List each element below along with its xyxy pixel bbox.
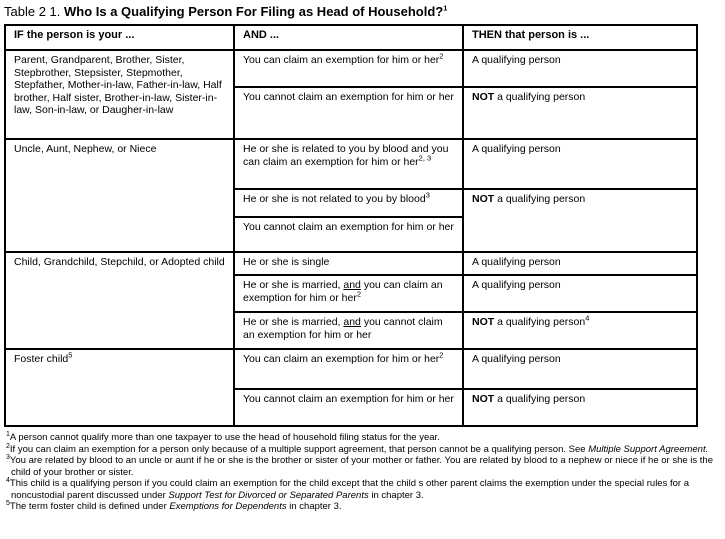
and-cell: He or she is married, and you cannot claim an exemption for him or her bbox=[234, 312, 463, 349]
footnote-1 bbox=[2, 432, 721, 444]
and-cell: You cannot claim an exemption for him or her bbox=[234, 389, 463, 426]
footnote-text: You are related by blood to an uncle or aunt if he or she is the brother or sister of your mother or father. You are related by blood to a nephew or niece if he or she is the child of your brother or sister. bbox=[9, 455, 713, 478]
and-cell: He or she is related to you by blood and you can claim an exemption for him or her$^{2, 3}$ bbox=[234, 139, 463, 189]
footnote-marker: 3 bbox=[6, 453, 10, 461]
footnote-3 bbox=[2, 455, 721, 478]
table-row bbox=[5, 252, 697, 275]
then-cell: NOT a qualifying person bbox=[463, 87, 697, 139]
and-cell: He or she is not related to you by blood$^3$ bbox=[234, 189, 463, 217]
footnote-2 bbox=[2, 444, 721, 456]
then-cell: A qualifying person bbox=[463, 252, 697, 275]
and-cell: You cannot claim an exemption for him or her bbox=[234, 87, 463, 139]
footnote-text: A person cannot qualify more than one taxpayer to use the head of household filing status for the year. bbox=[9, 432, 440, 443]
column-header-if: IF the person is your ... bbox=[5, 25, 234, 50]
column-header-and: AND ... bbox=[234, 25, 463, 50]
and-cell: You can claim an exemption for him or her$^2$ bbox=[234, 349, 463, 389]
qualifying-person-table bbox=[4, 24, 698, 427]
if-cell: Parent, Grandparent, Brother, Sister, Stepbrother, Stepsister, Stepmother, Stepfather, Mother-in-law, Father-in-law, Half brother, Half sister, Brother-in-law, Sister-in-law, Son-in-law, or Daugher-in-law bbox=[5, 50, 234, 139]
then-cell: A qualifying person bbox=[463, 139, 697, 189]
footnote-marker: 1 bbox=[6, 430, 10, 438]
table-row bbox=[5, 139, 697, 189]
footnote-marker: 4 bbox=[6, 476, 10, 484]
page-title: Table 2 1. Who Is a Qualifying Person For Filing as Head of Household?$^1$ bbox=[4, 3, 448, 19]
and-cell: He or she is married, and you can claim an exemption for him or her$^2$ bbox=[234, 275, 463, 312]
footnote-text: If you can claim an exemption for a person only because of a multiple support agreement, that person cannot be a qualifying person. See Multiple Support Agreement. bbox=[9, 443, 709, 455]
footnote-text: The term foster child is defined under Exemptions for Dependents in chapter 3. bbox=[9, 501, 342, 512]
column-header-then: THEN that person is ... bbox=[463, 25, 697, 50]
footnote-marker: 5 bbox=[6, 499, 10, 507]
table-row bbox=[5, 50, 697, 87]
then-cell: A qualifying person bbox=[463, 349, 697, 389]
then-cell: A qualifying person bbox=[463, 50, 697, 87]
footnotes bbox=[2, 432, 721, 513]
then-cell: NOT a qualifying person bbox=[463, 189, 697, 252]
if-cell: Uncle, Aunt, Nephew, or Niece bbox=[5, 139, 234, 252]
if-cell: Foster child$^5$ bbox=[5, 349, 234, 426]
header-row bbox=[5, 25, 697, 50]
and-cell: You cannot claim an exemption for him or her bbox=[234, 217, 463, 252]
and-cell: You can claim an exemption for him or her$^2$ bbox=[234, 50, 463, 87]
footnote-text: This child is a qualifying person if you could claim an exemption for the child except that the child s other parent claims the exemption under the special rules for a noncustodial parent discussed under Support Test for Divorced or Separated Parents in chapter 3. bbox=[9, 478, 689, 501]
then-cell: NOT a qualifying person bbox=[463, 389, 697, 426]
then-cell: A qualifying person bbox=[463, 275, 697, 312]
if-cell: Child, Grandchild, Stepchild, or Adopted child bbox=[5, 252, 234, 349]
footnote-4 bbox=[2, 478, 721, 501]
footnote-5 bbox=[2, 501, 721, 513]
footnote-marker: 2 bbox=[6, 442, 10, 450]
table-row bbox=[5, 349, 697, 389]
then-cell: NOT a qualifying person$^4$ bbox=[463, 312, 697, 349]
and-cell: He or she is single bbox=[234, 252, 463, 275]
